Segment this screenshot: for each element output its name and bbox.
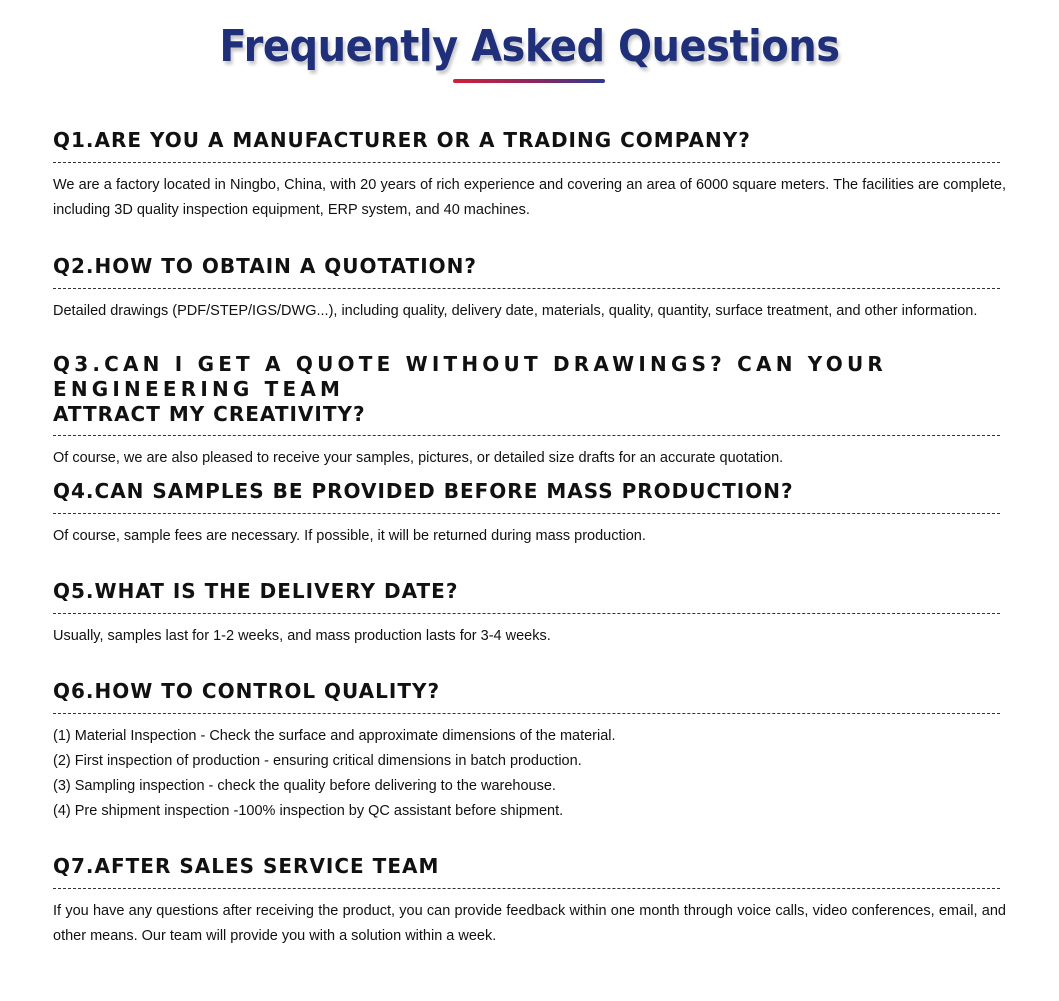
faq-item-q6 [53, 677, 1006, 824]
faq-answer: Detailed drawings (PDF/STEP/IGS/DWG...), including quality, delivery date, materials, quality, quantity, surface treatment, and other information. [53, 303, 978, 319]
faq-item-q1 [53, 126, 1006, 223]
title-underline [453, 79, 605, 83]
faq-item-q2 [53, 252, 1006, 324]
faq-question-line: Q3.CAN I GET A QUOTE WITHOUT DRAWINGS? CAN YOUR ENGINEERING TEAM [53, 352, 888, 401]
faq-question: Q6.HOW TO CONTROL QUALITY? [53, 679, 441, 703]
faq-answer: If you have any questions after receiving the product, you can provide feedback within one month through voice calls, video conferences, email, and other means. Our team will provide you with a solution within a week. [53, 903, 1006, 944]
page-title: Frequently Asked Questions [219, 22, 840, 72]
faq-question: Q4.CAN SAMPLES BE PROVIDED BEFORE MASS PRODUCTION? [53, 479, 794, 503]
faq-item-q3 [53, 352, 1006, 471]
dashed-divider [53, 513, 1000, 514]
dashed-divider [53, 162, 1000, 163]
dashed-divider [53, 613, 1000, 614]
faq-question [53, 352, 1006, 427]
faq-item-q5 [53, 577, 1006, 649]
faq-item-q4 [53, 477, 1006, 549]
list-item: (3) Sampling inspection - check the quality before delivering to the warehouse. [53, 778, 556, 794]
faq-answer-list [53, 724, 1006, 824]
faq-item-q7 [53, 852, 1006, 949]
faq-answer: Usually, samples last for 1-2 weeks, and mass production lasts for 3-4 weeks. [53, 628, 551, 644]
dashed-divider [53, 888, 1000, 889]
dashed-divider [53, 713, 1000, 714]
faq-question: Q2.HOW TO OBTAIN A QUOTATION? [53, 254, 477, 278]
dashed-divider [53, 288, 1000, 289]
dashed-divider [53, 435, 1000, 436]
faq-question: Q7.AFTER SALES SERVICE TEAM [53, 854, 440, 878]
faq-question: Q5.WHAT IS THE DELIVERY DATE? [53, 579, 459, 603]
faq-question: Q1.ARE YOU A MANUFACTURER OR A TRADING COMPANY? [53, 128, 751, 152]
list-item: (1) Material Inspection - Check the surface and approximate dimensions of the material. [53, 728, 616, 744]
faq-answer: Of course, we are also pleased to receive your samples, pictures, or detailed size drafts for an accurate quotation. [53, 450, 784, 466]
faq-question-line: ATTRACT MY CREATIVITY? [53, 402, 366, 426]
faq-answer: We are a factory located in Ningbo, China, with 20 years of rich experience and covering an area of 6000 square meters. The facilities are complete, including 3D quality inspection equipment, ERP system, and 40 machines. [53, 177, 1006, 218]
faq-answer: Of course, sample fees are necessary. If possible, it will be returned during mass production. [53, 528, 646, 544]
list-item: (4) Pre shipment inspection -100% inspection by QC assistant before shipment. [53, 803, 564, 819]
list-item: (2) First inspection of production - ensuring critical dimensions in batch production. [53, 753, 582, 769]
